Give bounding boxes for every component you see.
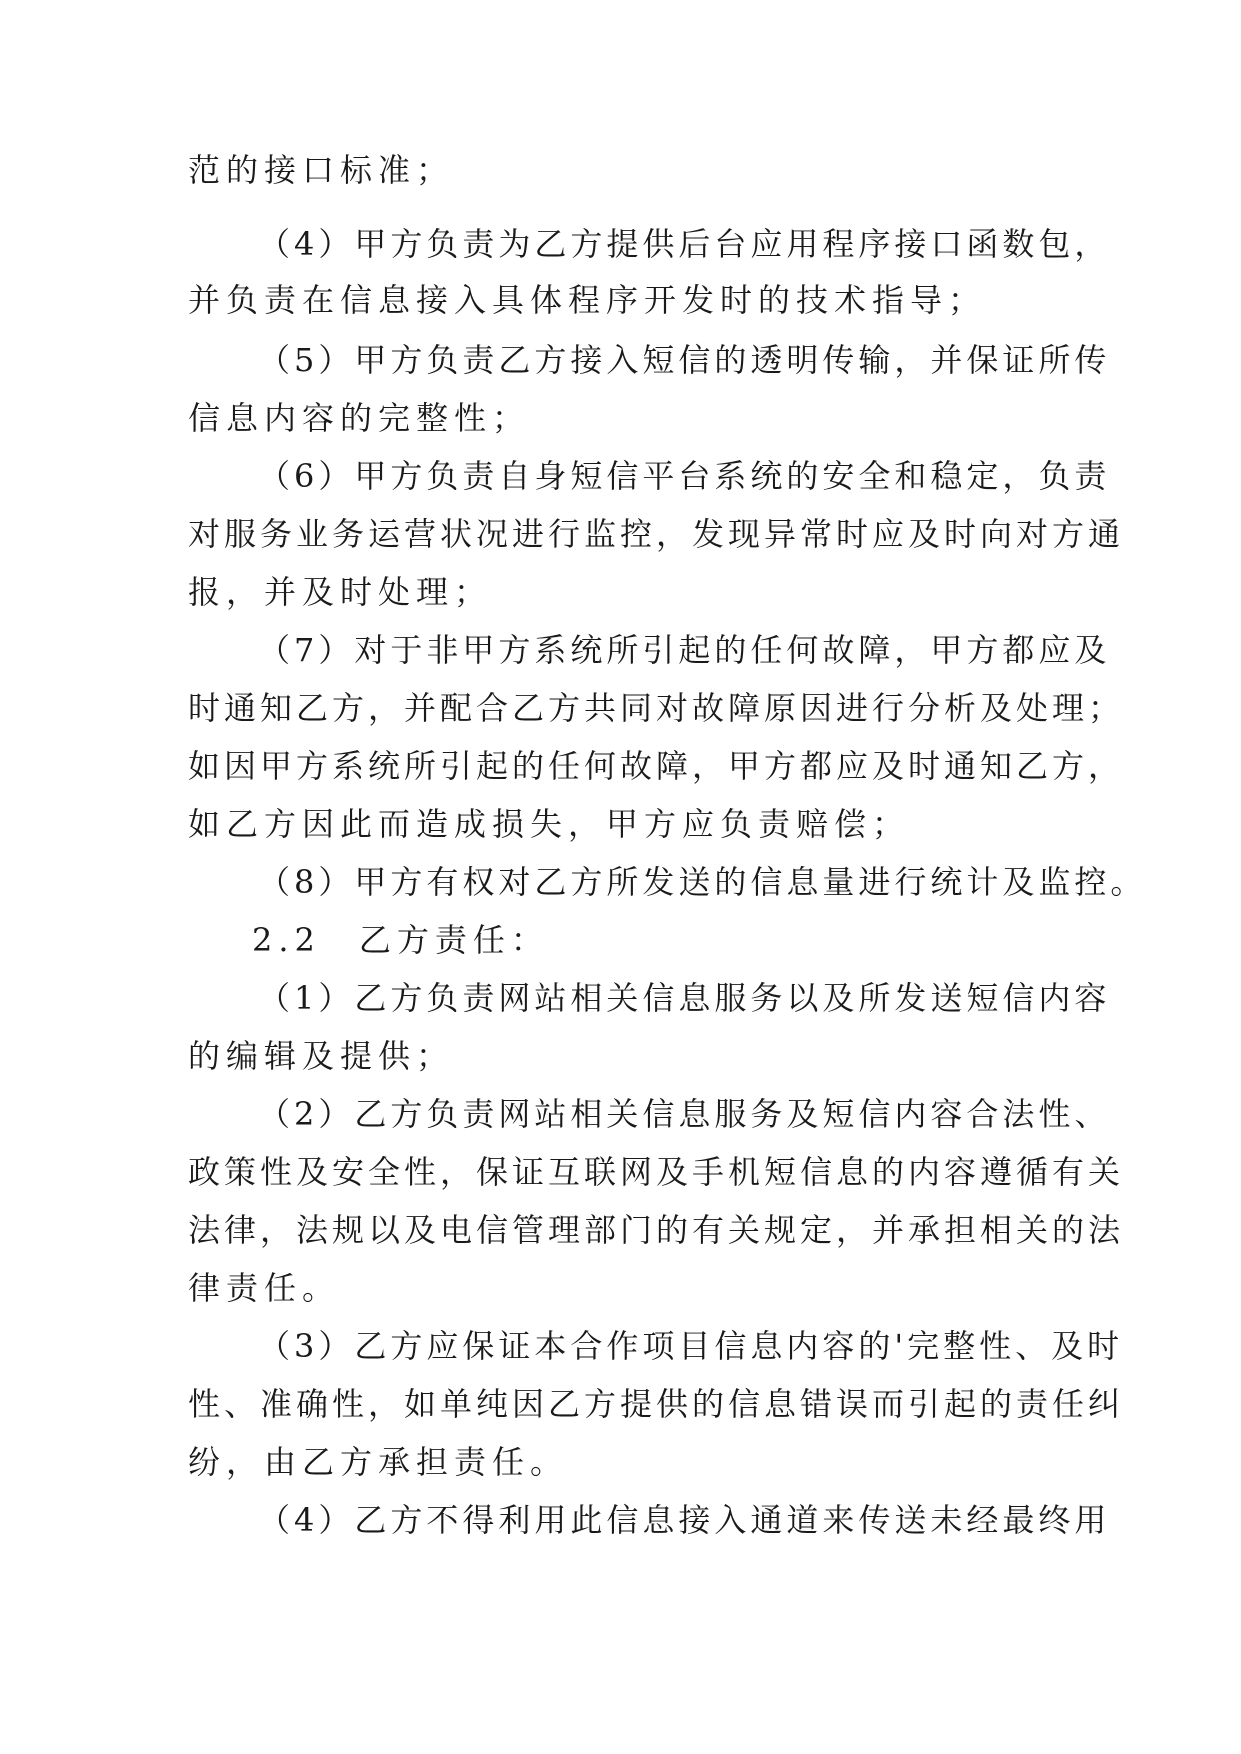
text-line: 律责任。: [188, 1269, 341, 1307]
text-line: （3）乙方应保证本合作项目信息内容的'完整性、及时: [258, 1327, 1124, 1365]
text-line: （6）甲方负责自身短信平台系统的安全和稳定，负责: [258, 457, 1111, 495]
text-line: 如乙方因此而造成损失，甲方应负责赔偿；: [188, 805, 911, 843]
text-line: 法律，法规以及电信管理部门的有关规定，并承担相关的法: [188, 1211, 1125, 1249]
text-line: 时通知乙方，并配合乙方共同对故障原因进行分析及处理；: [188, 689, 1125, 727]
text-line: （5）甲方负责乙方接入短信的透明传输，并保证所传: [258, 341, 1111, 379]
text-line: （1）乙方负责网站相关信息服务以及所发送短信内容: [258, 979, 1111, 1017]
text-line: （4）甲方负责为乙方提供后台应用程序接口函数包，: [258, 225, 1111, 263]
text-line: 信息内容的完整性；: [188, 399, 531, 437]
text-line: （8）甲方有权对乙方所发送的信息量进行统计及监控。: [258, 863, 1147, 901]
text-line: 范的接口标准；: [188, 151, 455, 189]
text-line: 并负责在信息接入具体程序开发时的技术指导；: [188, 281, 987, 319]
section-heading: 2.2 乙方责任：: [252, 921, 549, 959]
text-line: 对服务业务运营状况进行监控，发现异常时应及时向对方通: [188, 515, 1125, 553]
text-line: 性、准确性，如单纯因乙方提供的信息错误而引起的责任纠: [188, 1385, 1125, 1423]
text-line: 政策性及安全性，保证互联网及手机短信息的内容遵循有关: [188, 1153, 1125, 1191]
text-line: 报，并及时处理；: [188, 573, 493, 611]
text-line: （4）乙方不得利用此信息接入通道来传送未经最终用: [258, 1501, 1111, 1539]
text-line: 如因甲方系统所引起的任何故障，甲方都应及时通知乙方，: [188, 747, 1125, 785]
text-line: 纷，由乙方承担责任。: [188, 1443, 569, 1481]
text-line: （2）乙方负责网站相关信息服务及短信内容合法性、: [258, 1095, 1111, 1133]
text-line: （7）对于非甲方系统所引起的任何故障，甲方都应及: [258, 631, 1111, 669]
text-line: 的编辑及提供；: [188, 1037, 455, 1075]
